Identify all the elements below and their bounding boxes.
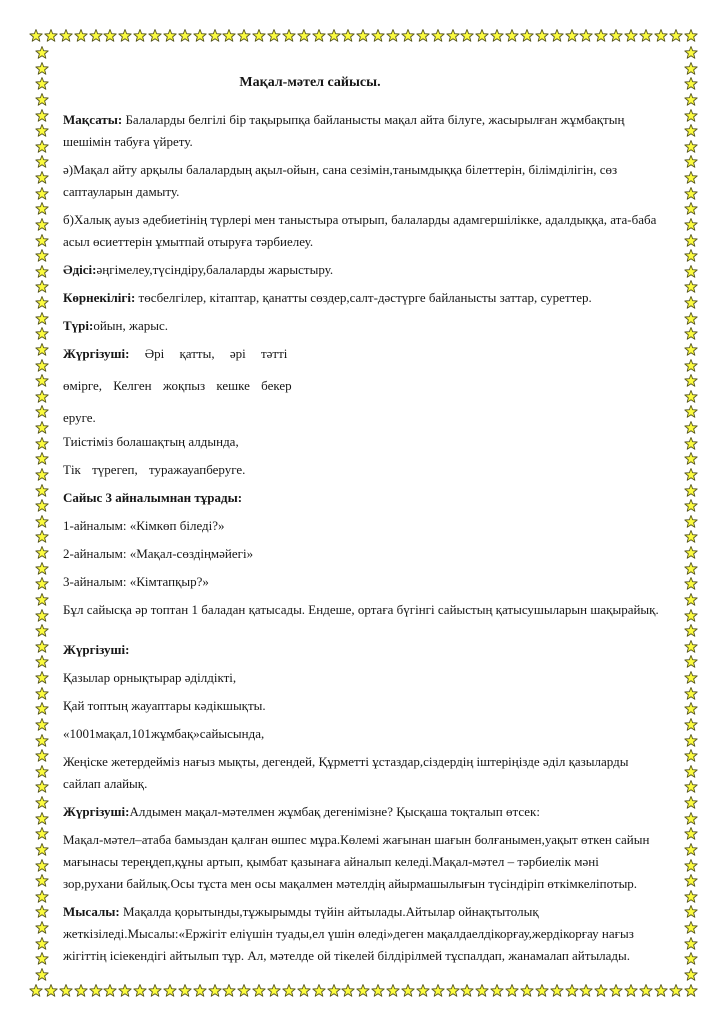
- star-icon: [684, 687, 698, 701]
- star-icon: [371, 29, 385, 43]
- paragraph-text: әңгімелеу,түсіндіру,балаларды жарыстыру.: [96, 262, 334, 277]
- star-icon: [35, 280, 49, 294]
- star-border-bottom: [29, 984, 698, 998]
- paragraph-text: Мақал-мәтел–атаба бамыздан қалған өшпес мұра.Көлемі жағынан шағын болғанымен,уақыт өткен сайын мағынасы тереңдеп,құны артып, қымбат қазынаға айналып келеді.Мақал-мәтел – тәрбиелік мәні зор,рухани байлық.Осы тұста мен осы мақалмен мәтелдің айырмашылығын түсіндіріп өткімкеліпотыр.: [63, 832, 650, 891]
- star-icon: [684, 593, 698, 607]
- paragraph-text: 1-айналым: «Кімкөп біледі?»: [63, 518, 225, 533]
- star-icon: [252, 984, 266, 998]
- star-icon: [446, 984, 460, 998]
- paragraph-participants: [63, 599, 661, 621]
- star-icon: [386, 984, 400, 998]
- star-icon: [35, 905, 49, 919]
- paragraph-task-b: [63, 209, 661, 253]
- star-icon: [35, 562, 49, 576]
- star-icon: [44, 29, 58, 43]
- paragraph-label: Мақсаты:: [63, 112, 123, 127]
- star-icon: [208, 29, 222, 43]
- star-icon: [59, 29, 73, 43]
- poem-line: [63, 723, 661, 745]
- star-icon: [35, 46, 49, 60]
- star-icon: [475, 29, 489, 43]
- star-icon: [684, 499, 698, 513]
- star-icon: [639, 984, 653, 998]
- star-icon: [35, 515, 49, 529]
- star-icon: [684, 234, 698, 248]
- star-icon: [654, 29, 668, 43]
- star-icon: [35, 296, 49, 310]
- star-icon: [594, 984, 608, 998]
- poem-line: [63, 431, 661, 453]
- star-icon: [35, 718, 49, 732]
- star-icon: [684, 187, 698, 201]
- star-border-right: [684, 46, 698, 982]
- paragraph-task-a: [63, 159, 661, 203]
- star-border-top: [29, 29, 698, 43]
- star-icon: [35, 640, 49, 654]
- star-icon: [401, 29, 415, 43]
- star-icon: [356, 29, 370, 43]
- star-icon: [35, 530, 49, 544]
- star-icon: [669, 29, 683, 43]
- star-icon: [684, 484, 698, 498]
- star-icon: [684, 109, 698, 123]
- star-icon: [312, 29, 326, 43]
- paragraph-rounds-heading: [63, 487, 661, 509]
- round-item: [63, 543, 661, 565]
- star-icon: [684, 62, 698, 76]
- star-icon: [684, 374, 698, 388]
- paragraph-label: Жүргізуші:: [63, 804, 130, 819]
- star-icon: [89, 29, 103, 43]
- star-icon: [89, 984, 103, 998]
- star-icon: [624, 984, 638, 998]
- star-icon: [609, 29, 623, 43]
- star-icon: [684, 155, 698, 169]
- star-icon: [35, 452, 49, 466]
- star-icon: [684, 702, 698, 716]
- paragraph-text: Әрі қатты, әрі тәтті: [129, 346, 288, 361]
- star-icon: [237, 984, 251, 998]
- star-icon: [35, 327, 49, 341]
- star-icon: [133, 984, 147, 998]
- star-icon: [684, 359, 698, 373]
- star-icon: [312, 984, 326, 998]
- star-icon: [684, 843, 698, 857]
- star-icon: [475, 984, 489, 998]
- star-icon: [684, 984, 698, 998]
- star-icon: [148, 29, 162, 43]
- poem-line: [63, 343, 661, 365]
- star-icon: [35, 499, 49, 513]
- poem-line: [63, 375, 661, 397]
- paragraph-text: төсбелгілер, кітаптар, қанатты сөздер,салт-дәстүрге байланысты заттар, суреттер.: [135, 290, 592, 305]
- paragraph-host-heading: [63, 639, 661, 661]
- paragraph-judges: [63, 751, 661, 795]
- star-icon: [684, 77, 698, 91]
- star-icon: [684, 93, 698, 107]
- star-icon: [684, 46, 698, 60]
- poem-line: [63, 459, 661, 481]
- star-icon: [609, 984, 623, 998]
- star-icon: [490, 29, 504, 43]
- paragraph-label: Мысалы:: [63, 904, 120, 919]
- star-icon: [35, 890, 49, 904]
- star-icon: [684, 312, 698, 326]
- star-icon: [684, 796, 698, 810]
- star-icon: [35, 140, 49, 154]
- star-icon: [639, 29, 653, 43]
- paragraph-text: 2-айналым: «Мақал-сөздіңмәйегі»: [63, 546, 254, 561]
- star-icon: [684, 749, 698, 763]
- star-icon: [684, 890, 698, 904]
- star-icon: [35, 859, 49, 873]
- star-icon: [35, 827, 49, 841]
- star-icon: [356, 984, 370, 998]
- star-icon: [74, 984, 88, 998]
- star-icon: [684, 249, 698, 263]
- star-icon: [35, 343, 49, 357]
- star-icon: [684, 765, 698, 779]
- star-icon: [35, 609, 49, 623]
- star-icon: [29, 29, 43, 43]
- star-icon: [579, 29, 593, 43]
- paragraph-text: Тік түрегеп, туражауапберуге.: [63, 462, 246, 477]
- star-icon: [103, 29, 117, 43]
- star-icon: [59, 984, 73, 998]
- star-icon: [654, 984, 668, 998]
- paragraph-text: өмірге, Келген жоқпыз кешке бекер: [63, 378, 292, 393]
- star-icon: [431, 984, 445, 998]
- star-icon: [193, 984, 207, 998]
- star-icon: [35, 702, 49, 716]
- star-icon: [252, 29, 266, 43]
- star-icon: [684, 718, 698, 732]
- paragraph-text: еруге.: [63, 410, 96, 425]
- star-icon: [565, 29, 579, 43]
- star-icon: [74, 29, 88, 43]
- star-icon: [118, 984, 132, 998]
- paragraph-goal: [63, 109, 661, 153]
- star-icon: [44, 984, 58, 998]
- star-icon: [35, 843, 49, 857]
- star-icon: [684, 124, 698, 138]
- star-icon: [35, 109, 49, 123]
- star-icon: [178, 29, 192, 43]
- star-icon: [35, 77, 49, 91]
- star-icon: [565, 984, 579, 998]
- star-icon: [684, 437, 698, 451]
- star-icon: [35, 749, 49, 763]
- star-icon: [684, 780, 698, 794]
- paragraph-text: Бұл сайысқа әр топтан 1 баладан қатысады. Ендеше, ортаға бүгінгі сайыстың қатысушыларын шақырайық.: [63, 602, 659, 617]
- star-icon: [35, 796, 49, 810]
- star-icon: [416, 29, 430, 43]
- star-icon: [684, 671, 698, 685]
- star-icon: [684, 530, 698, 544]
- star-icon: [35, 937, 49, 951]
- star-icon: [35, 421, 49, 435]
- round-item: [63, 515, 661, 537]
- star-icon: [684, 937, 698, 951]
- star-icon: [163, 984, 177, 998]
- star-icon: [282, 29, 296, 43]
- star-icon: [35, 437, 49, 451]
- star-icon: [267, 29, 281, 43]
- star-icon: [669, 984, 683, 998]
- star-icon: [550, 29, 564, 43]
- star-icon: [684, 327, 698, 341]
- paragraph-text: Жеңіске жетердейміз нағыз мықты, дегендей, Құрметті ұстаздар,сіздердің іштеріңізде әділ қазыларды сайлап алайық.: [63, 754, 629, 791]
- paragraph-type: [63, 315, 661, 337]
- star-icon: [35, 124, 49, 138]
- star-icon: [520, 29, 534, 43]
- star-icon: [35, 812, 49, 826]
- star-icon: [35, 390, 49, 404]
- paragraph-label: Көрнекілігі:: [63, 290, 136, 305]
- paragraph-text: Алдымен мақал-мәтелмен жұмбақ дегенімізне? Қысқаша тоқталып өтсек:: [129, 804, 540, 819]
- star-icon: [35, 952, 49, 966]
- star-icon: [35, 405, 49, 419]
- paragraph-text: Қай топтың жауаптары кәдікшықты.: [63, 698, 266, 713]
- star-border-left: [35, 46, 49, 982]
- star-icon: [684, 921, 698, 935]
- star-icon: [684, 452, 698, 466]
- star-icon: [267, 984, 281, 998]
- star-icon: [35, 468, 49, 482]
- star-icon: [35, 171, 49, 185]
- star-icon: [35, 968, 49, 982]
- star-icon: [35, 374, 49, 388]
- star-icon: [35, 249, 49, 263]
- paragraph-text: «1001мақал,101жұмбақ»сайысында,: [63, 726, 265, 741]
- star-icon: [684, 468, 698, 482]
- star-icon: [178, 984, 192, 998]
- star-icon: [222, 984, 236, 998]
- document-content: [63, 72, 661, 973]
- star-icon: [35, 765, 49, 779]
- star-icon: [684, 812, 698, 826]
- star-icon: [505, 29, 519, 43]
- paragraph-text: 3-айналым: «Кімтапқыр?»: [63, 574, 209, 589]
- star-icon: [535, 29, 549, 43]
- star-icon: [684, 390, 698, 404]
- paragraph-text: б)Халық ауыз әдебиетінің түрлері мен таныстыра отырып, балаларды адамгершілікке, адалдыққа, ата-баба асыл өсиеттерін ұмытпай отыруға тәрбиелеу.: [63, 212, 657, 249]
- star-icon: [684, 827, 698, 841]
- paragraph-host-intro: [63, 801, 661, 823]
- star-icon: [684, 905, 698, 919]
- paragraph-label: Жүргізуші:: [63, 346, 130, 361]
- star-icon: [35, 546, 49, 560]
- star-icon: [684, 405, 698, 419]
- paragraph-explanation: [63, 829, 661, 895]
- star-icon: [401, 984, 415, 998]
- star-icon: [684, 952, 698, 966]
- star-icon: [163, 29, 177, 43]
- star-icon: [460, 984, 474, 998]
- star-icon: [35, 624, 49, 638]
- star-icon: [148, 984, 162, 998]
- star-icon: [684, 171, 698, 185]
- star-icon: [684, 265, 698, 279]
- page-title: Мақал-мәтел сайысы.: [239, 75, 381, 90]
- star-icon: [237, 29, 251, 43]
- star-icon: [35, 655, 49, 669]
- star-icon: [35, 687, 49, 701]
- star-icon: [550, 984, 564, 998]
- star-icon: [579, 984, 593, 998]
- star-icon: [35, 265, 49, 279]
- star-icon: [133, 29, 147, 43]
- star-icon: [35, 359, 49, 373]
- paragraph-text: Балаларды белгілі бір тақырыпқа байланысты мақал айта білуге, жасырылған жұмбақтың шешімін табуға үйрету.: [63, 112, 625, 149]
- star-icon: [490, 984, 504, 998]
- star-icon: [684, 640, 698, 654]
- star-icon: [684, 140, 698, 154]
- star-icon: [35, 593, 49, 607]
- star-icon: [684, 202, 698, 216]
- star-icon: [684, 624, 698, 638]
- star-icon: [684, 609, 698, 623]
- star-icon: [341, 29, 355, 43]
- star-icon: [35, 780, 49, 794]
- star-icon: [35, 874, 49, 888]
- star-icon: [624, 29, 638, 43]
- poem-line: [63, 667, 661, 689]
- star-icon: [35, 155, 49, 169]
- star-icon: [297, 984, 311, 998]
- star-icon: [35, 62, 49, 76]
- star-icon: [684, 515, 698, 529]
- star-icon: [222, 29, 236, 43]
- star-icon: [684, 874, 698, 888]
- star-icon: [103, 984, 117, 998]
- star-icon: [684, 296, 698, 310]
- round-item: [63, 571, 661, 593]
- paragraph-text: ойын, жарыс.: [93, 318, 168, 333]
- paragraph-label: Түрі:: [63, 318, 94, 333]
- star-icon: [535, 984, 549, 998]
- star-icon: [594, 29, 608, 43]
- poem-line: [63, 407, 661, 429]
- paragraph-text: Қазылар орнықтырар әділдікті,: [63, 670, 237, 685]
- star-icon: [208, 984, 222, 998]
- star-icon: [35, 218, 49, 232]
- star-icon: [416, 984, 430, 998]
- star-icon: [371, 984, 385, 998]
- star-icon: [684, 968, 698, 982]
- paragraph-text: ә)Мақал айту арқылы балалардың ақыл-ойын, сана сезімін,танымдыққа білеттерін, білімділігін, сөз саптауларын дамыту.: [63, 162, 618, 199]
- star-icon: [35, 202, 49, 216]
- star-icon: [282, 984, 296, 998]
- paragraph-label: Әдісі:: [63, 262, 97, 277]
- star-icon: [35, 187, 49, 201]
- star-icon: [684, 859, 698, 873]
- star-icon: [684, 546, 698, 560]
- paragraph-label: Сайыс 3 айналымнан тұрады:: [63, 490, 243, 505]
- paragraph-visual-aids: [63, 287, 661, 309]
- star-icon: [35, 671, 49, 685]
- star-icon: [327, 29, 341, 43]
- star-icon: [297, 29, 311, 43]
- star-icon: [118, 29, 132, 43]
- star-icon: [684, 280, 698, 294]
- star-icon: [684, 562, 698, 576]
- star-icon: [35, 734, 49, 748]
- star-icon: [684, 29, 698, 43]
- star-icon: [35, 93, 49, 107]
- star-icon: [327, 984, 341, 998]
- star-icon: [446, 29, 460, 43]
- star-icon: [386, 29, 400, 43]
- star-icon: [431, 29, 445, 43]
- paragraph-text: Тиістіміз болашақтың алдында,: [63, 434, 239, 449]
- star-icon: [35, 577, 49, 591]
- star-icon: [505, 984, 519, 998]
- star-icon: [684, 734, 698, 748]
- star-icon: [684, 421, 698, 435]
- paragraph-text: Мақалда қорытынды,тұжырымды түйін айтылады.Айтылар ойнақтытолық жеткізіледі.Мысалы:«Ержігіт еліүшін туады,ел үшін өледі»деген мақалдаелдікорғау,жердікорғау нағыз жігіттің ісіекендігі айтылып тұр. Ал, мәтелде ой тікелей білдірілмей тұспалдап, жанамалап айтылады.: [63, 904, 634, 963]
- star-icon: [29, 984, 43, 998]
- paragraph-method: [63, 259, 661, 281]
- star-icon: [684, 655, 698, 669]
- star-icon: [460, 29, 474, 43]
- star-icon: [520, 984, 534, 998]
- poem-line: [63, 695, 661, 717]
- star-icon: [193, 29, 207, 43]
- star-icon: [35, 312, 49, 326]
- star-icon: [35, 921, 49, 935]
- star-icon: [684, 577, 698, 591]
- paragraph-label: Жүргізуші:: [63, 642, 130, 657]
- star-icon: [341, 984, 355, 998]
- star-icon: [684, 218, 698, 232]
- paragraph-example: [63, 901, 661, 967]
- star-icon: [684, 343, 698, 357]
- star-icon: [35, 234, 49, 248]
- star-icon: [35, 484, 49, 498]
